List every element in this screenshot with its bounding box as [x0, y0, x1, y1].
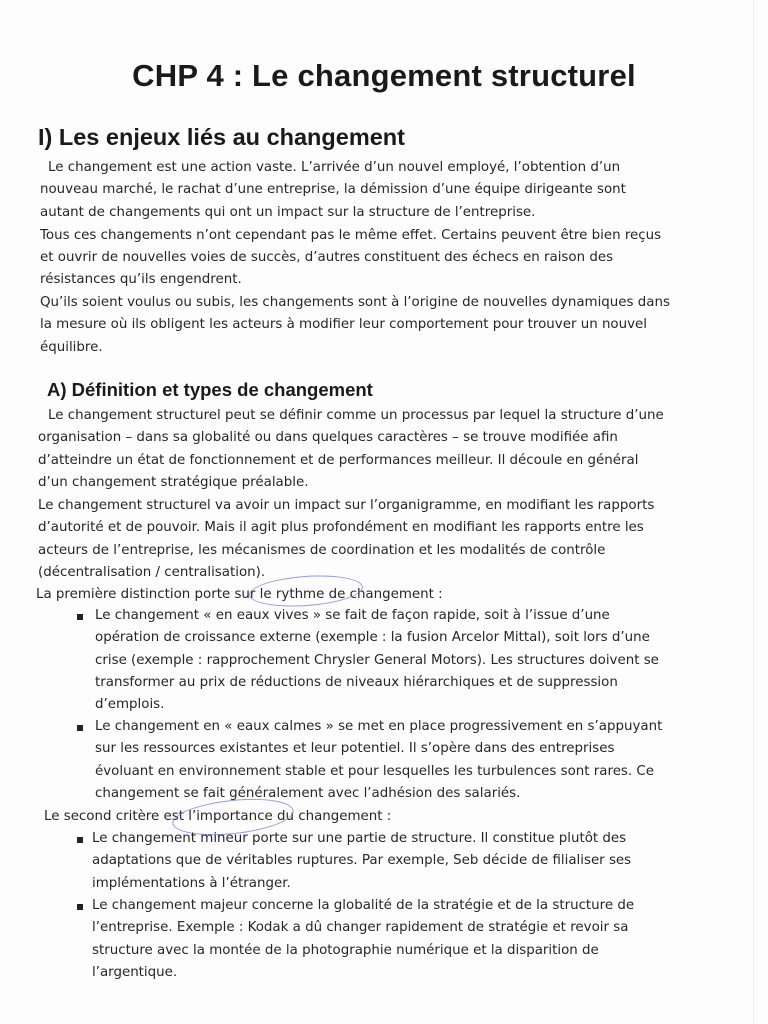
- page-title: CHP 4 : Le changement structurel: [132, 58, 636, 93]
- paragraph-line: d’atteindre un état de fonctionnement et de performances meilleur. Il découle en général: [38, 453, 639, 468]
- list-item-line: opération de croissance externe (exemple : la fusion Arcelor Mittal), soit lors d’une: [95, 630, 650, 645]
- paragraph-line: Le changement est une action vaste. L’arrivée d’un nouvel employé, l’obtention d’un: [48, 160, 621, 175]
- list-item-line: Le changement mineur porte sur une partie de structure. Il constitue plutôt des: [92, 831, 627, 846]
- list-item-line: l’argentique.: [92, 965, 178, 980]
- list-item-line: adaptations que de véritables ruptures. Par exemple, Seb décide de filialiser ses: [92, 853, 632, 868]
- list-item-line: structure avec la montée de la photographie numérique et la disparition de: [92, 943, 599, 958]
- paragraph-line: autant de changements qui ont un impact sur la structure de l’entreprise.: [40, 205, 536, 220]
- list-item-line: Le changement « en eaux vives » se fait de façon rapide, soit à l’issue d’une: [95, 608, 610, 623]
- paragraph-line: la mesure où ils obligent les acteurs à modifier leur comportement pour trouver un nouvel: [40, 317, 647, 332]
- list-item-line: d’emplois.: [95, 697, 165, 712]
- list-item-line: Le changement en « eaux calmes » se met en place progressivement en s’appuyant: [95, 719, 663, 734]
- paragraph-line: (décentralisation / centralisation).: [38, 565, 266, 580]
- paragraph-line: Le changement structurel peut se définir comme un processus par lequel la structure d’une: [48, 408, 664, 423]
- page-edge-shadow: [753, 0, 754, 1024]
- paragraph-line: La première distinction porte sur le rythme de changement :: [36, 587, 443, 602]
- list-item-line: changement se fait généralement avec l’adhésion des salariés.: [95, 786, 521, 801]
- section-heading-enjeux: I) Les enjeux liés au changement: [38, 124, 405, 150]
- list-item-line: implémentations à l’étranger.: [92, 876, 291, 891]
- paragraph-line: organisation – dans sa globalité ou dans quelques caractères – se trouve modifiée afin: [38, 430, 618, 445]
- paragraph-line: équilibre.: [40, 340, 103, 355]
- paragraph-line: Le changement structurel va avoir un impact sur l’organigramme, en modifiant les rapports: [38, 498, 655, 513]
- paragraph-line: résistances qu’ils engendrent.: [40, 272, 242, 287]
- list-item-line: sur les ressources existantes et leur potentiel. Il s’opère dans des entreprises: [95, 741, 615, 756]
- paragraph-line: Tous ces changements n’ont cependant pas le même effet. Certains peuvent être bien reçus: [40, 228, 662, 243]
- list-item-line: crise (exemple : rapprochement Chrysler General Motors). Les structures doivent se: [95, 653, 659, 668]
- list-item-line: l’entreprise. Exemple : Kodak a dû changer rapidement de stratégie et revoir sa: [92, 920, 629, 935]
- paragraph-line: acteurs de l’entreprise, les mécanismes de coordination et les modalités de contrôle: [38, 543, 606, 558]
- list-item-line: Le changement majeur concerne la globalité de la stratégie et de la structure de: [92, 898, 635, 913]
- paragraph-line: Le second critère est l’importance du changement :: [44, 809, 392, 824]
- paragraph-line: et ouvrir de nouvelles voies de succès, d’autres constituent des échecs en raison des: [40, 250, 614, 265]
- paragraph-line: d’autorité et de pouvoir. Mais il agit plus profondément en modifiant les rapports entre les: [38, 520, 644, 535]
- bullet-icon: [77, 904, 83, 910]
- subsection-heading-definition: A) Définition et types de changement: [47, 379, 373, 400]
- paragraph-line: nouveau marché, le rachat d’une entreprise, la démission d’une équipe dirigeante sont: [40, 182, 626, 197]
- bullet-icon: [77, 614, 83, 620]
- list-item-line: transformer au prix de réductions de niveaux hiérarchiques et de suppression: [95, 675, 618, 690]
- paragraph-line: d’un changement stratégique préalable.: [38, 475, 309, 490]
- list-item-line: évoluant en environnement stable et pour lesquelles les turbulences sont rares. Ce: [95, 764, 655, 779]
- bullet-icon: [77, 837, 83, 843]
- bullet-icon: [77, 725, 83, 731]
- paragraph-line: Qu’ils soient voulus ou subis, les changements sont à l’origine de nouvelles dynamiques dans: [40, 295, 670, 310]
